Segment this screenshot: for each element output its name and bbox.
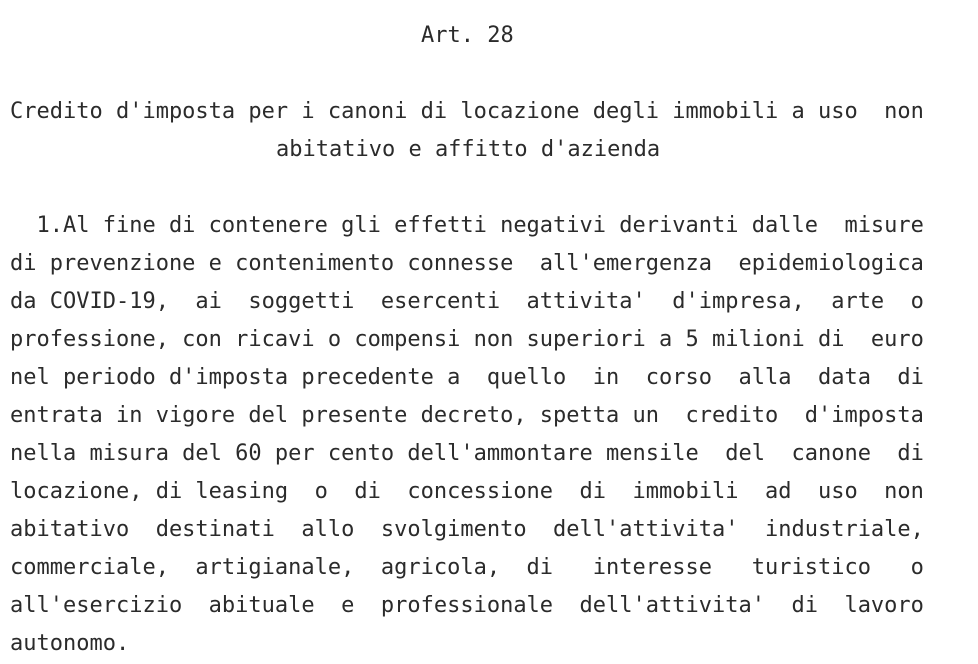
paragraph-line-12: autonomo. <box>10 631 130 656</box>
paragraph-line-2: di prevenzione e contenimento connesse all'emergenza epidemiologica <box>10 251 924 276</box>
paragraph-line-9: abitativo destinati allo svolgimento dell'attivita' industriale, <box>10 517 924 542</box>
paragraph-line-5: nel periodo d'imposta precedente a quello in corso alla data di <box>10 365 924 390</box>
paragraph-line-10: commerciale, artigianale, agricola, di interesse turistico o <box>10 555 924 580</box>
article-title: Art. 28 <box>421 23 514 48</box>
paragraph-line-3: da COVID-19, ai soggetti esercenti attivita' d'impresa, arte o <box>10 289 924 314</box>
paragraph-line-11: all'esercizio abituale e professionale dell'attivita' di lavoro <box>10 593 924 618</box>
paragraph-line-6: entrata in vigore del presente decreto, spetta un credito d'imposta <box>10 403 924 428</box>
article-heading-line-1: Credito d'imposta per i canoni di locazione degli immobili a uso non <box>10 99 924 124</box>
paragraph-line-4: professione, con ricavi o compensi non superiori a 5 milioni di euro <box>10 327 924 352</box>
article-heading-line-2: abitativo e affitto d'azienda <box>276 137 661 162</box>
paragraph-line-8: locazione, di leasing o di concessione di immobili ad uso non <box>10 479 924 504</box>
paragraph-line-1: 1.Al fine di contenere gli effetti negativi derivanti dalle misure <box>10 213 924 238</box>
paragraph-line-7: nella misura del 60 per cento dell'ammontare mensile del canone di <box>10 441 924 466</box>
